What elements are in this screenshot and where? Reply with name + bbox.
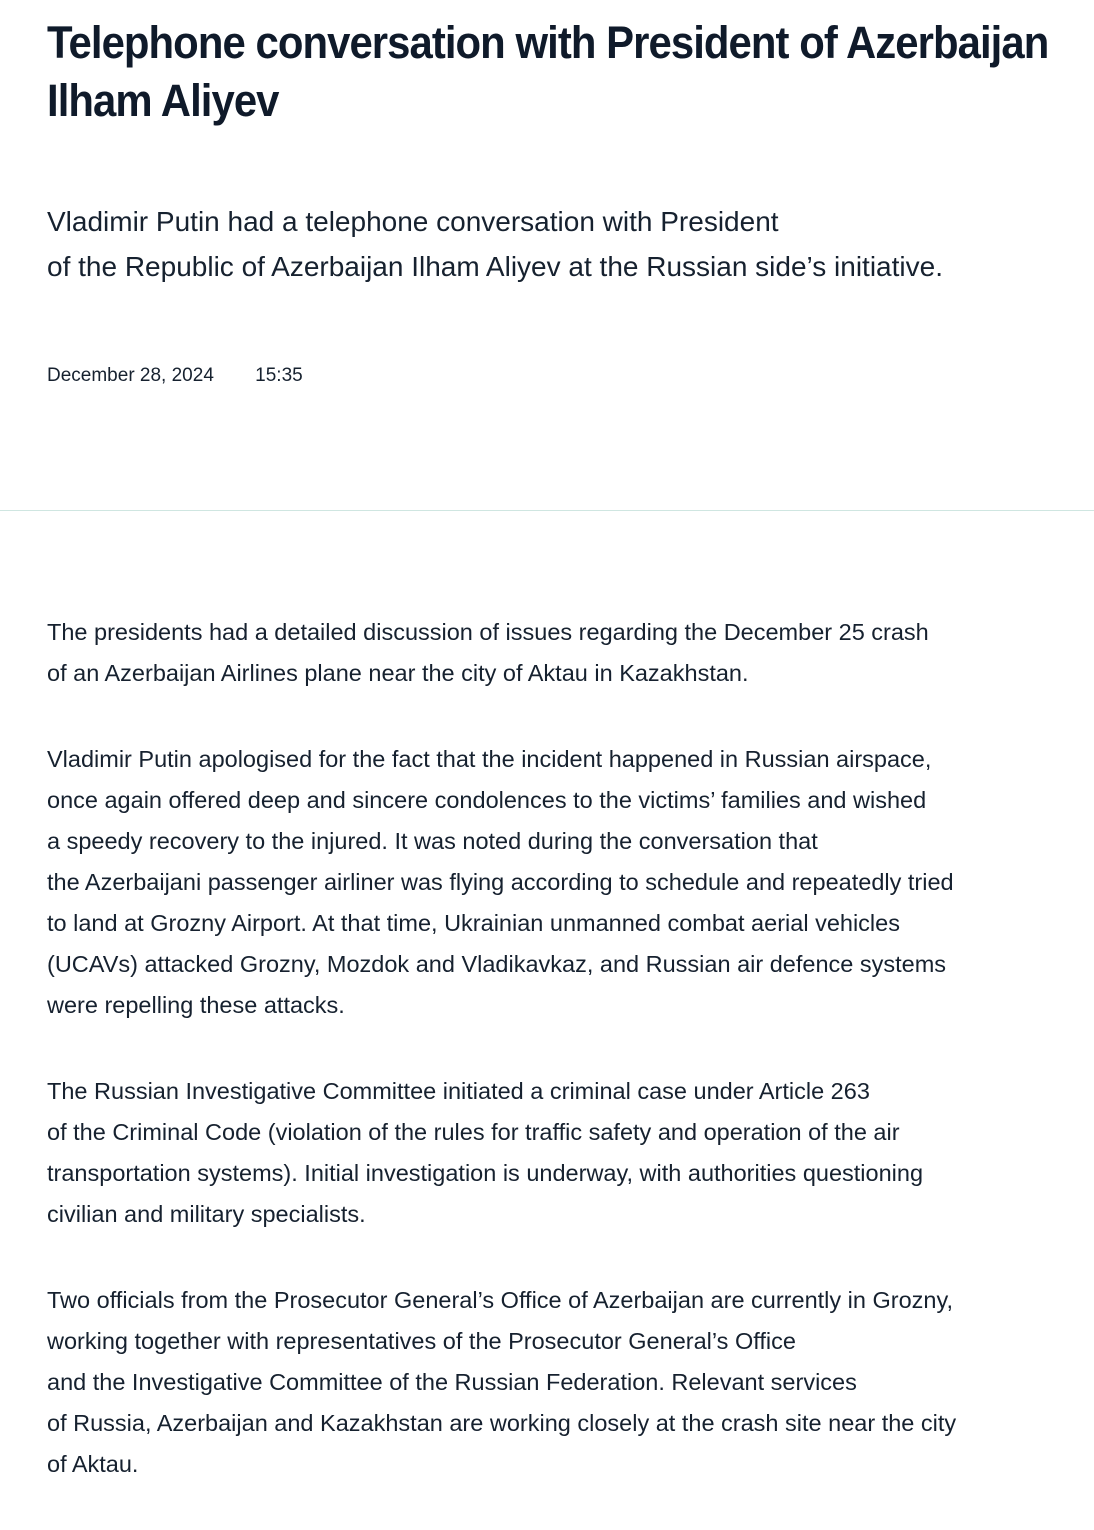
article-lead-line: of the Republic of Azerbaijan Ilham Aliyev at the Russian side’s initiative.	[47, 251, 943, 282]
article-lead-line: Vladimir Putin had a telephone conversation with President	[47, 206, 779, 237]
paragraph-line: of the Criminal Code (violation of the rules for traffic safety and operation of the air	[47, 1119, 900, 1145]
article-title-line: Ilham Aliyev	[47, 75, 279, 126]
article-paragraph	[47, 739, 1077, 1026]
article-time: 15:35	[255, 365, 303, 386]
paragraph-line: of Russia, Azerbaijan and Kazakhstan are working closely at the crash site near the city	[47, 1410, 957, 1436]
article-body	[47, 612, 1077, 1530]
article-title	[47, 14, 1049, 130]
paragraph-line: to land at Grozny Airport. At that time, Ukrainian unmanned combat aerial vehicles	[47, 910, 900, 936]
paragraph-line: of an Azerbaijan Airlines plane near the city of Aktau in Kazakhstan.	[47, 660, 749, 686]
article-paragraph	[47, 1280, 1077, 1485]
paragraph-line: The presidents had a detailed discussion of issues regarding the December 25 crash	[47, 619, 929, 645]
paragraph-line: the Azerbaijani passenger airliner was flying according to schedule and repeatedly tried	[47, 869, 954, 895]
paragraph-line: once again offered deep and sincere condolences to the victims’ families and wished	[47, 787, 927, 813]
article-date: December 28, 2024	[47, 365, 214, 386]
section-divider	[0, 510, 1094, 511]
paragraph-line: working together with representatives of the Prosecutor General’s Office	[47, 1328, 796, 1354]
paragraph-line: of Aktau.	[47, 1451, 139, 1477]
article-meta	[47, 364, 303, 388]
paragraph-line: a speedy recovery to the injured. It was noted during the conversation that	[47, 828, 818, 854]
paragraph-line: Two officials from the Prosecutor General’s Office of Azerbaijan are currently in Grozny,	[47, 1287, 954, 1313]
paragraph-line: and the Investigative Committee of the Russian Federation. Relevant services	[47, 1369, 857, 1395]
paragraph-line: civilian and military specialists.	[47, 1201, 366, 1227]
article-paragraph	[47, 612, 1077, 694]
paragraph-line: Vladimir Putin apologised for the fact that the incident happened in Russian airspace,	[47, 746, 932, 772]
article-paragraph	[47, 1071, 1077, 1235]
paragraph-line: transportation systems). Initial investigation is underway, with authorities questioning	[47, 1160, 924, 1186]
paragraph-line: The Russian Investigative Committee initiated a criminal case under Article 263	[47, 1078, 870, 1104]
paragraph-line: were repelling these attacks.	[47, 992, 345, 1018]
paragraph-line: (UCAVs) attacked Grozny, Mozdok and Vladikavkaz, and Russian air defence systems	[47, 951, 947, 977]
article-title-line: Telephone conversation with President of Azerbaijan	[47, 17, 1049, 68]
article-lead	[47, 199, 1077, 289]
